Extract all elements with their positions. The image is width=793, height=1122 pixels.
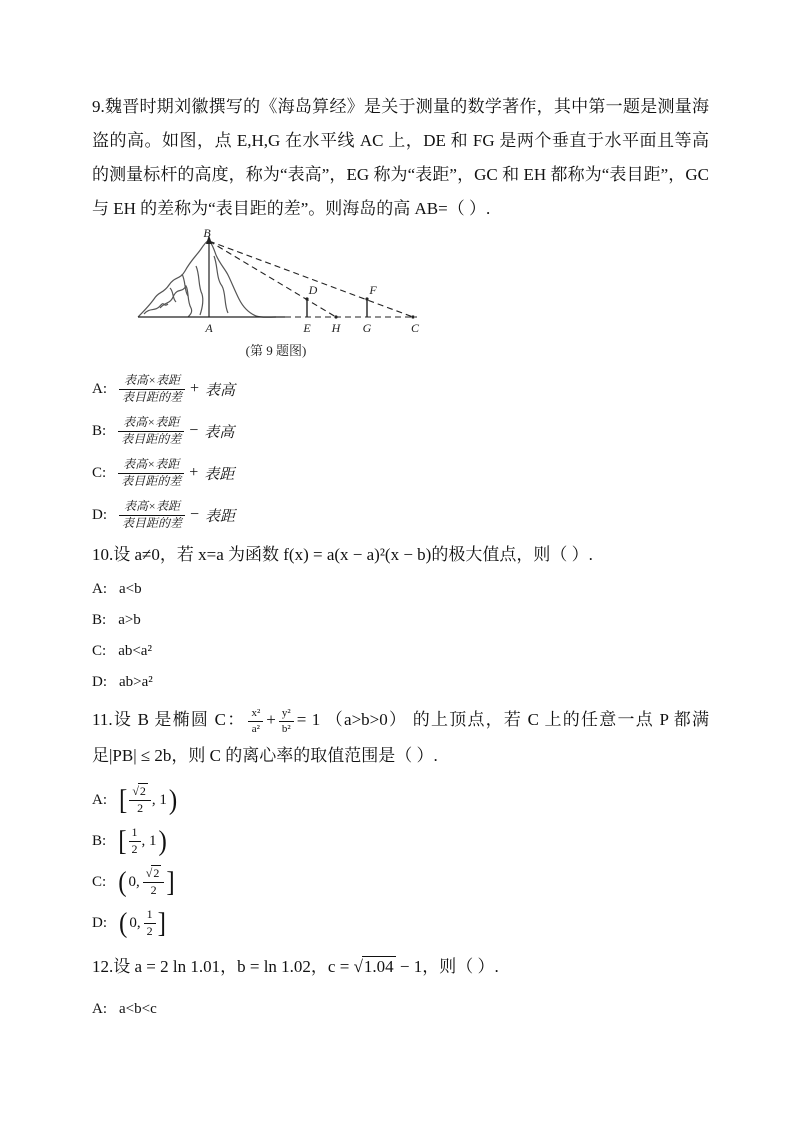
label-E: E xyxy=(303,321,311,335)
option-text: a>b xyxy=(118,612,141,628)
point-F xyxy=(365,297,368,300)
question-9-options xyxy=(92,368,709,536)
interval-rest: , 1 xyxy=(151,792,167,808)
plus-sign: + xyxy=(266,710,276,729)
question-10-stem: 10.设 a≠0，若 x=a 为函数 f(x) = a(x − a)²(x − b)的极大值点，则（ ）. xyxy=(92,545,593,564)
question-10 xyxy=(92,538,709,698)
question-9-stem: 9.魏晋时期刘徽撰写的《海岛算经》是关于测量的数学著作，其中第一题是测量海盗的高。如图，点 E,H,G 在水平线 AC 上，DE 和 FG 是两个垂直于水平面且等高的测量标杆的高度，称为“表高”，EG 称为“表距”，GC 和 EH 都称为“表目距”，GC 与 EH 的差称为“表目距的差”。则海岛的高 AB=（ ）. xyxy=(92,97,709,218)
question-10-option-a xyxy=(92,574,709,605)
option-label: A: xyxy=(92,1001,107,1017)
option-fraction: $\frac{\text{表高×表距}}{\text{表目距的差}}$ xyxy=(119,500,185,531)
option-text: a<b<c xyxy=(119,1001,157,1017)
radicand: 1.04 xyxy=(363,957,394,976)
option-fraction: $\frac{\text{表高×表距}}{\text{表目距的差}}$ xyxy=(118,458,184,489)
option-label: B: xyxy=(92,833,107,849)
left-bracket: [ xyxy=(119,784,128,817)
operator: − xyxy=(190,506,200,523)
label-B: B xyxy=(203,228,211,240)
stem-text-pre: 11.设 B 是椭圆 C： xyxy=(92,710,246,729)
island-survey-diagram xyxy=(130,228,460,360)
label-D: D xyxy=(308,283,318,297)
stem-text-post: = 1 （a>b>0） 的上顶点，若 C 上的任意一点 P 都满足|PB| ≤ 2b，则 C 的离心率的取值范围是（ ）. xyxy=(92,710,709,765)
question-11-option-a xyxy=(92,780,709,821)
interval-rest: , 1 xyxy=(141,833,157,849)
point-H xyxy=(334,315,337,318)
option-label: A: xyxy=(92,581,107,597)
mountain-outline xyxy=(138,240,276,317)
ellipse-fraction-x: $\frac{\text{x²}}{\text{a²}}$ xyxy=(248,707,263,735)
figure-caption: (第 9 题图) xyxy=(245,343,307,358)
option-label: B: xyxy=(92,612,107,628)
right-bracket: ) xyxy=(168,784,178,817)
radical-sign: √ xyxy=(353,957,362,976)
right-bracket: ] xyxy=(157,907,166,940)
label-G: G xyxy=(362,321,372,335)
option-label: D: xyxy=(92,915,107,931)
question-12 xyxy=(92,950,709,1025)
label-A: A xyxy=(205,321,213,335)
option-label: C: xyxy=(92,874,107,890)
option-fraction: $\frac{\text{表高×表距}}{\text{表目距的差}}$ xyxy=(118,416,184,447)
label-C: C xyxy=(410,321,420,335)
question-11-option-d xyxy=(92,903,709,944)
option-label: D: xyxy=(92,674,107,690)
point-C xyxy=(411,315,414,318)
right-bracket: ] xyxy=(166,866,175,899)
question-9-option-d xyxy=(92,494,709,536)
sight-line-B-H xyxy=(209,241,336,317)
one-half-fraction: $\frac{1}{2}$ xyxy=(144,908,156,939)
stem-text-pre: 12.设 a = 2 ln 1.01，b = ln 1.02，c = xyxy=(92,957,354,976)
interval-start: 0, xyxy=(128,874,140,890)
option-label: A: xyxy=(92,792,107,808)
question-12-option-a xyxy=(92,994,709,1025)
option-text: ab<a² xyxy=(118,643,152,659)
question-12-options xyxy=(92,994,709,1025)
question-10-option-c xyxy=(92,636,709,667)
question-12-stem xyxy=(92,950,709,984)
right-bracket: ) xyxy=(158,825,167,858)
point-D xyxy=(305,297,308,300)
operator: + xyxy=(190,380,200,397)
question-9 xyxy=(92,90,709,536)
one-half-fraction: $\frac{1}{2}$ xyxy=(129,826,141,857)
question-9-option-a xyxy=(92,368,709,410)
question-9-option-b xyxy=(92,410,709,452)
sight-line-B-C xyxy=(209,241,413,317)
question-10-option-b xyxy=(92,605,709,636)
left-bracket: ( xyxy=(119,907,128,940)
question-10-options xyxy=(92,574,709,698)
interval-start: 0, xyxy=(129,915,141,931)
sqrt2-over-2: $\frac{√ 2}{2}$ xyxy=(129,785,151,816)
option-text: ab>a² xyxy=(119,674,153,690)
operator: − xyxy=(189,422,199,439)
option-text: a<b xyxy=(119,581,142,597)
option-label: C: xyxy=(92,643,107,659)
question-9-figure xyxy=(130,228,709,360)
stem-text-post: − 1，则（ ）. xyxy=(395,957,499,976)
option-label: B: xyxy=(92,422,107,439)
option-label: A: xyxy=(92,380,107,397)
left-bracket: [ xyxy=(118,825,127,858)
question-11-option-c xyxy=(92,862,709,903)
question-9-option-c xyxy=(92,452,709,494)
option-term: 表距 xyxy=(204,466,235,483)
question-11-option-b xyxy=(92,821,709,862)
option-fraction: $\frac{\text{表高×表距}}{\text{表目距的差}}$ xyxy=(119,374,185,405)
question-10-option-d xyxy=(92,667,709,698)
label-F: F xyxy=(369,283,377,297)
option-label: C: xyxy=(92,464,107,481)
question-11-stem xyxy=(92,702,709,774)
ellipse-fraction-y: $\frac{\text{y²}}{\text{b²}}$ xyxy=(279,707,294,735)
option-term: 表高 xyxy=(205,382,236,399)
question-11 xyxy=(92,702,709,944)
option-label: D: xyxy=(92,506,107,523)
option-term: 表高 xyxy=(204,424,235,441)
question-11-options xyxy=(92,780,709,944)
operator: + xyxy=(189,464,199,481)
sqrt2-over-2: $\frac{√ 2}{2}$ xyxy=(143,867,165,898)
left-bracket: ( xyxy=(118,866,127,899)
option-term: 表距 xyxy=(205,508,236,525)
label-H: H xyxy=(331,321,341,335)
